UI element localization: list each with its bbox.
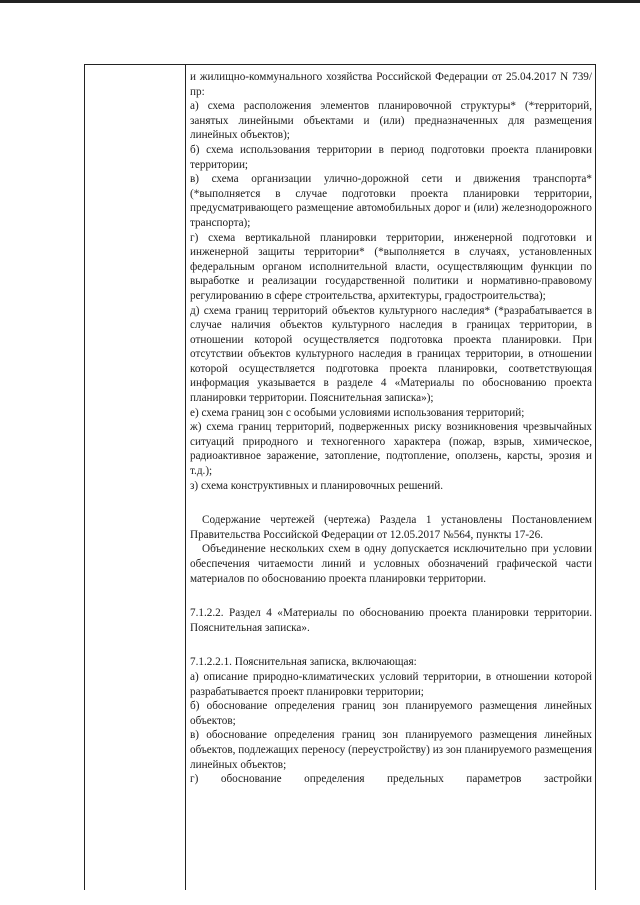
note-item-a: а) описание природно-климатических условий территории, в отношении которой разрабатывается проект планировки территории; (190, 670, 592, 698)
list-item-b: б) схема использования территории в период подготовки проекта планировки территории; (190, 143, 592, 171)
paragraph-schemes-merge: Объединение нескольких схем в одну допускается исключительно при условии обеспечения читаемости линий и условных обозначений графической части материалов по обоснованию проекта планировки территории. (190, 543, 592, 585)
list-item-e: е) схема границ зон с особыми условиями использования территорий; (190, 406, 525, 419)
list-item-g: г) схема вертикальной планировки территории, инженерной подготовки и инженерной защиты территории* (*выполняется в случаях, установленных федеральным органом исполнительной власти, осуществляющим функции по выработке и реализации государственной политики и нормативно-правовому регулированию в сфере строительства, архитектуры, градостроительства); (190, 231, 592, 302)
list-item-v: в) схема организации улично-дорожной сети и движения транспорта* (*выполняется в случае подготовки проекта планировки территории, предусматривающего размещение автомобильных дорог и (или) железнодорожного транспорта); (190, 173, 592, 229)
note-item-b: б) обоснование определения границ зон планируемого размещения линейных объектов; (190, 700, 592, 727)
list-item-zh: ж) схема границ территорий, подверженных риску возникновения чрезвычайных ситуаций природного и техногенного характера (пожар, взрыв, химическое, радиоактивное заражение, затопление, подтопление, оползень, карсты, эрозия и т.д.); (190, 421, 592, 478)
list-item-a: а) схема расположения элементов планировочной структуры* (*территорий, занятых линейными объектами и (или) предназначенных для размещения линейных объектов); (190, 100, 592, 142)
list-item-d: д) схема границ территорий объектов культурного наследия* (*разрабатывается в случае наличия объектов культурного наследия в границах территории, в отношении которой осуществляется подготовка проекта планировки. При отсутствии объектов культурного наследия в границах территории, в отношении которой осуществляется подготовка проекта планировки, соответствующая информация указывается в разделе 4 «Материалы по обоснованию проекта планировки территории. Пояснительная записка»); (190, 304, 592, 405)
paragraph-continuation: и жилищно-коммунального хозяйства Российской Федерации от 25.04.2017 N 739/пр: (190, 71, 592, 98)
page-top-rule (0, 0, 640, 3)
table-column-divider (185, 64, 186, 890)
note-item-g: г) обоснование определения предельных параметров застройки (190, 773, 592, 786)
note-item-v: в) обоснование определения границ зон планируемого размещения линейных объектов, подлежащих переносу (переустройству) из зон планируемого размещения линейных объектов; (190, 729, 592, 771)
paragraph-drawings-content: Содержание чертежей (чертежа) Раздела 1 установлены Постановлением Правительства Российской Федерации от 12.05.2017 №564, пункты 17-26. (190, 514, 592, 541)
document-text-cell (190, 70, 592, 787)
section-heading-7-1-2-2-1: 7.1.2.2.1. Пояснительная записка, включающая: (190, 656, 417, 669)
section-heading-7-1-2-2: 7.1.2.2. Раздел 4 «Материалы по обоснованию проекта планировки территории. Пояснительная записка». (190, 607, 592, 634)
list-item-z: з) схема конструктивных и планировочных решений. (190, 479, 444, 492)
